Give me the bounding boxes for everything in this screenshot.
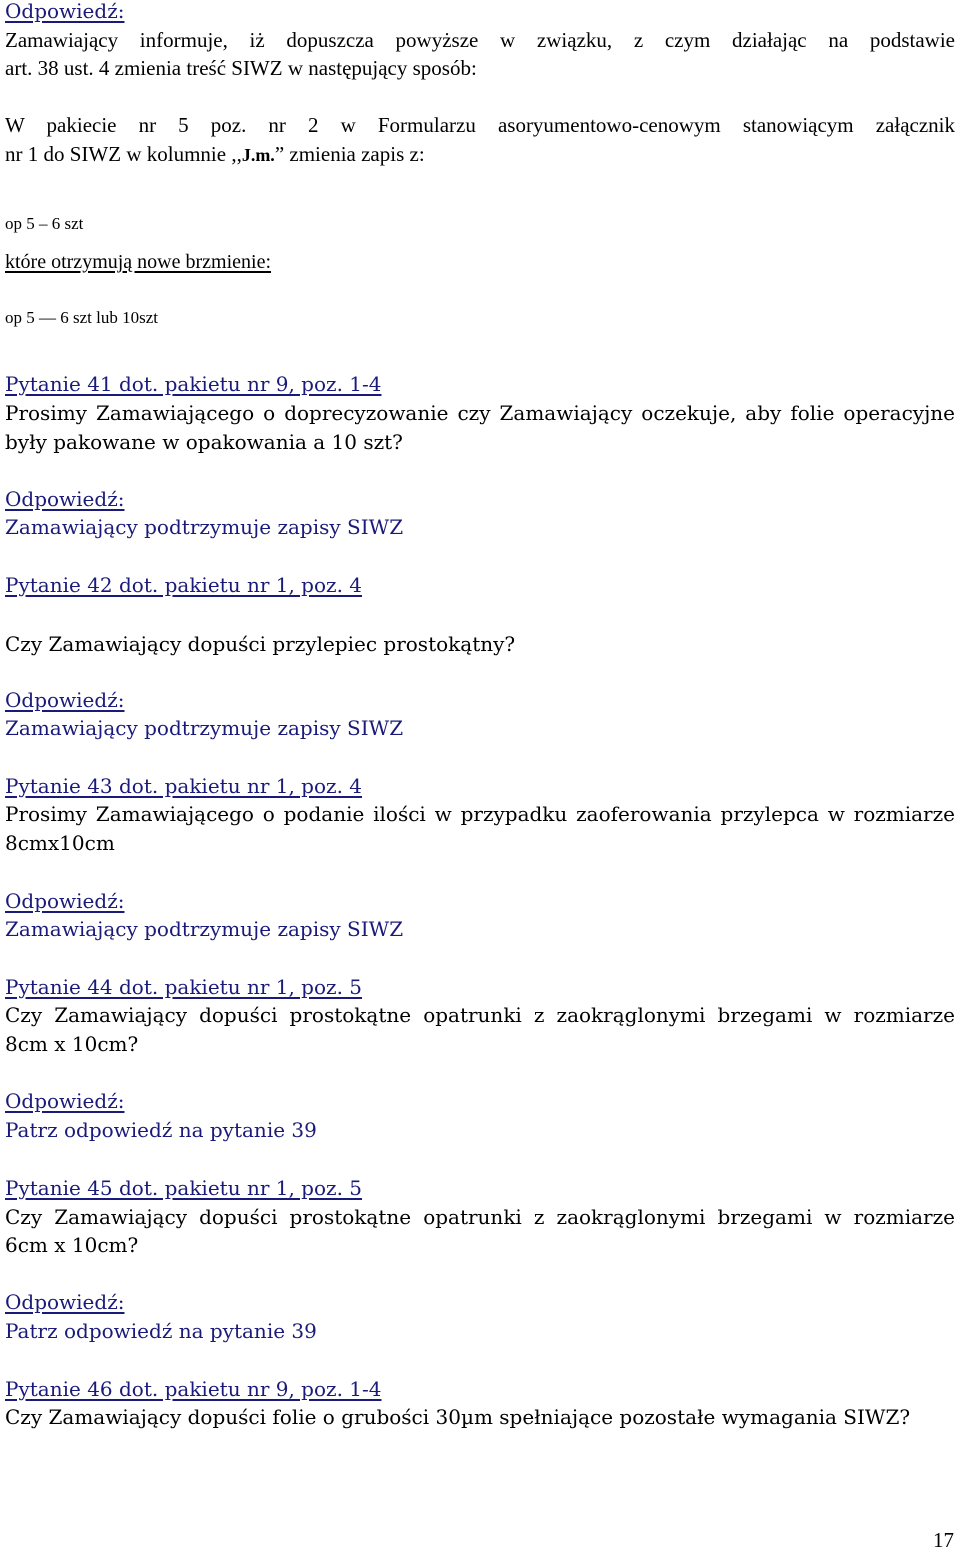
answer-text: Patrz odpowiedź na pytanie 39 <box>5 1118 317 1142</box>
answer-text: Patrz odpowiedź na pytanie 39 <box>5 1319 317 1343</box>
question-heading: Pytanie 45 dot. pakietu nr 1, poz. 5 <box>5 1176 363 1200</box>
question-text: Prosimy Zamawiającego o doprecyzowanie czy Zamawiający oczekuje, aby folie operacyjne <box>5 401 955 425</box>
answer-text: Zamawiający podtrzymuje zapisy SIWZ <box>5 515 404 539</box>
intro-line-4-suffix: ” zmienia zapis z: <box>274 142 425 166</box>
question-text: 6cm x 10cm? <box>5 1233 139 1257</box>
answer-label: Odpowiedź: <box>5 1089 125 1113</box>
question-text: były pakowane w opakowania a 10 szt? <box>5 430 403 454</box>
answer-label: Odpowiedź: <box>5 487 125 511</box>
intro-line-4 <box>5 144 425 165</box>
question-heading: Pytanie 43 dot. pakietu nr 1, poz. 4 <box>5 774 363 798</box>
answer-label: Odpowiedź: <box>5 688 125 712</box>
question-heading: Pytanie 42 dot. pakietu nr 1, poz. 4 <box>5 573 363 597</box>
question-heading: Pytanie 46 dot. pakietu nr 9, poz. 1-4 <box>5 1377 382 1401</box>
intro-line-3: W pakiecie nr 5 poz. nr 2 w Formularzu asoryumentowo-cenowym stanowiącym załącznik <box>5 113 955 137</box>
new-value-label: które otrzymują nowe brzmienie: <box>5 251 272 273</box>
answer-text: Zamawiający podtrzymuje zapisy SIWZ <box>5 917 404 941</box>
intro-line-2: art. 38 ust. 4 zmienia treść SIWZ w następujący sposób: <box>5 56 477 80</box>
unit-jm: J.m. <box>241 145 275 165</box>
question-text: Czy Zamawiający dopuści prostokątne opatrunki z zaokrąglonymi brzegami w rozmiarze <box>5 1205 955 1229</box>
intro-line-1: Zamawiający informuje, iż dopuszcza powyższe w związku, z czym działając na podstawie <box>5 28 955 52</box>
question-text: Czy Zamawiający dopuści folie o grubości 30µm spełniające pozostałe wymagania SIWZ? <box>5 1405 911 1429</box>
answer-label: Odpowiedź: <box>5 889 125 913</box>
question-text: Prosimy Zamawiającego o podanie ilości w przypadku zaoferowania przylepca w rozmiarze <box>5 802 955 826</box>
question-text: Czy Zamawiający dopuści prostokątne opatrunki z zaokrąglonymi brzegami w rozmiarze <box>5 1003 955 1027</box>
page-number: 17 <box>933 1528 954 1552</box>
new-value: op 5 — 6 szt lub 10szt <box>5 308 158 327</box>
intro-line-4-prefix: nr 1 do SIWZ w kolumnie <box>5 142 232 166</box>
answer-label: Odpowiedź: <box>5 0 125 23</box>
answer-label: Odpowiedź: <box>5 1290 125 1314</box>
question-heading: Pytanie 41 dot. pakietu nr 9, poz. 1-4 <box>5 372 382 396</box>
question-text: 8cm x 10cm? <box>5 1032 139 1056</box>
question-heading: Pytanie 44 dot. pakietu nr 1, poz. 5 <box>5 975 363 999</box>
answer-text: Zamawiający podtrzymuje zapisy SIWZ <box>5 716 404 740</box>
question-text: 8cmx10cm <box>5 831 115 855</box>
old-value: op 5 – 6 szt <box>5 214 84 233</box>
question-text: Czy Zamawiający dopuści przylepiec prostokątny? <box>5 632 516 656</box>
quote-open: ,, <box>231 142 242 166</box>
